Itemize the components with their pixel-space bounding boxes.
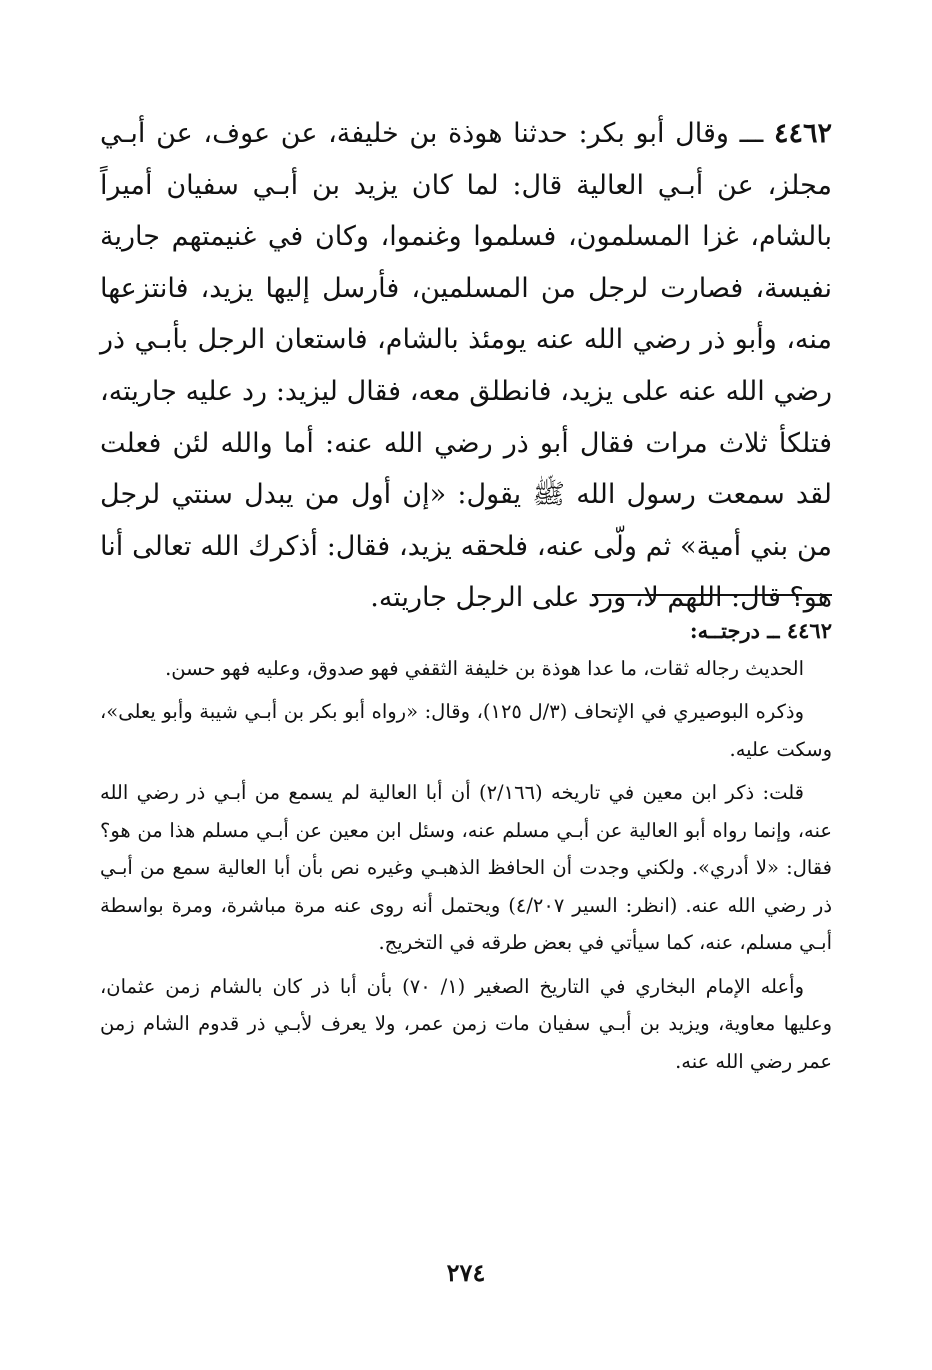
main-text-block [100, 108, 832, 624]
footnote-separator [592, 594, 832, 596]
hadith-paragraph [100, 108, 832, 624]
footnote-paragraph: قلت: ذكر ابن معين في تاريخه (٢/١٦٦) أن أبا العالية لم يسمع من أبـي ذر رضي الله عنه، وإنما رواه أبو العالية عن أبـي مسلم عنه، وسئل ابن معين عن أبـي مسلم هذا من هو؟ فقال: «لا أدري». ولكني وجدت أن الحافظ الذهبـي وغيره نص بأن أبا العالية سمع من أبـي ذر رضي الله عنه. (انظر: السير ٤/٢٠٧) ويحتمل أنه روى عنه مرة مباشرة، ومرة بواسطة أبـي مسلم، عنه، كما سيأتي في بعض طرقه في التخريج. [100, 781, 832, 954]
footnote-paragraph: الحديث رجاله ثقات، ما عدا هوذة بن خليفة الثقفي فهو صدوق، وعليه فهو حسن. [165, 656, 804, 680]
hadith-dash: ـــ [739, 118, 764, 149]
footnotes-block [100, 612, 832, 1086]
hadith-number: ٤٤٦٢ [773, 118, 832, 149]
footnote-paragraph: وأعله الإمام البخاري في التاريخ الصغير (١/ ٧٠) بأن أبا ذر كان بالشام زمن عثمان، وعليها معاوية، ويزيد بن أبـي سفيان مات زمن عمر، ولا يعرف لأبـي ذر قدوم الشام زمن عمر رضي الله عنه. [100, 974, 832, 1073]
hadith-text: وقال أبو بكر: حدثنا هوذة بن خليفة، عن عوف، عن أبـي مجلز، عن أبـي العالية قال: لما كان يزيد بن أبـي سفيان أميراً بالشام، غزا المسلمون، فسلموا وغنموا، وكان في غنيمتهم جارية نفيسة، فصارت لرجل من المسلمين، فأرسل إليها يزيد، فانتزعها منه، وأبو ذر رضي الله عنه يومئذ بالشام، فاستعان الرجل بأبـي ذر رضي الله عنه على يزيد، فانطلق معه، فقال ليزيد: رد عليه جاريته، فتلكأ ثلاث مرات فقال أبو ذر رضي الله عنه: أما والله لئن فعلت لقد سمعت رسول الله ﷺ يقول: «إن أول من يبدل سنتي لرجل من بني أمية» ثم ولّى عنه، فلحقه يزيد، فقال: أذكرك الله تعالى أنا هو؟ قال: اللهم لا، ورد على الرجل جاريته. [100, 118, 832, 614]
footnote-heading: ٤٤٦٢ ــ درجتــه: [689, 618, 832, 643]
footnote-paragraph: وذكره البوصيري في الإتحاف (٣/ل ١٢٥)، وقال: «رواه أبو بكر بن أبـي شيبة وأبو يعلى»، وسكت عليه. [100, 700, 832, 761]
page-number: ٢٧٤ [446, 1258, 486, 1287]
